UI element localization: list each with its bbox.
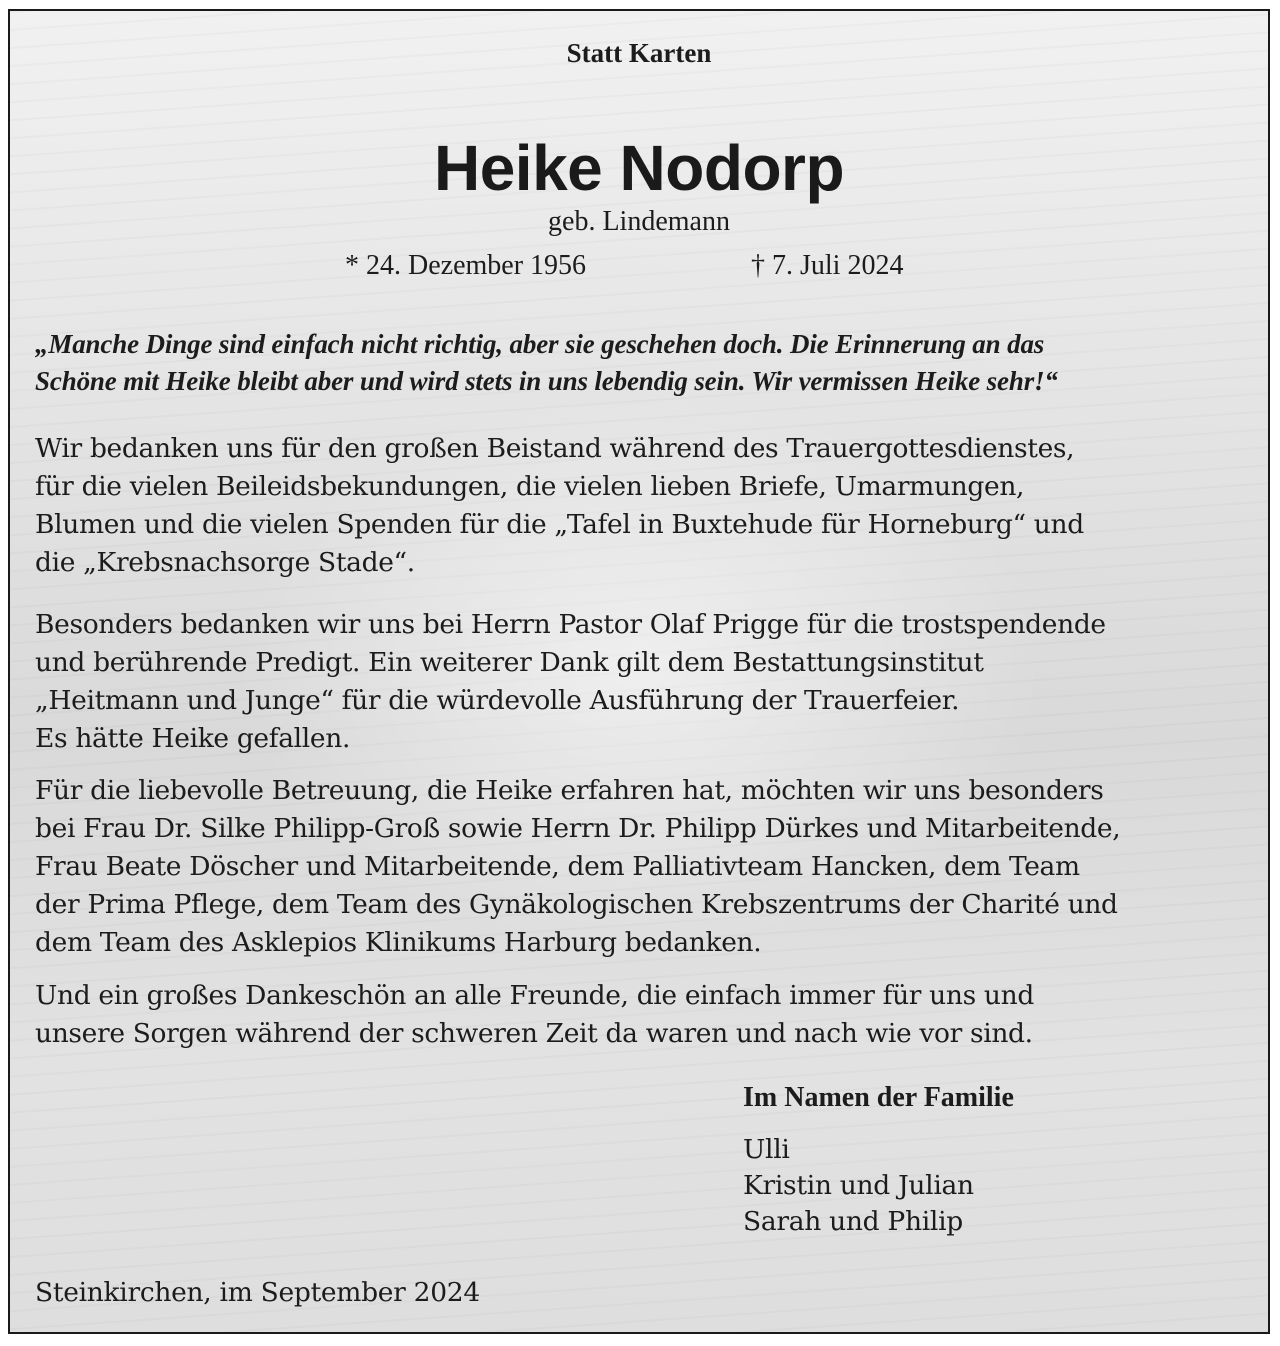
paragraph-line: und berührende Predigt. Ein weiterer Dank gilt dem Bestattungsinstitut: [35, 647, 984, 678]
paragraph-line: Und ein großes Dankeschön an alle Freunde, die einfach immer für uns und: [35, 980, 1034, 1011]
family-name: Ulli: [743, 1134, 790, 1165]
paragraph-line: Blumen und die vielen Spenden für die „Tafel in Buxtehude für Horneburg“ und: [35, 509, 1084, 540]
signature-heading: Im Namen der Familie: [743, 1082, 1014, 1113]
paragraph-line: Wir bedanken uns für den großen Beistand während des Trauergottesdienstes,: [35, 433, 1075, 464]
death-date: † 7. Juli 2024: [751, 250, 904, 281]
place-date: Steinkirchen, im September 2024: [35, 1277, 480, 1308]
paragraph-line: Für die liebevolle Betreuung, die Heike erfahren hat, möchten wir uns besonders: [35, 775, 1104, 806]
thanks-paragraph-friends: [35, 977, 1260, 1053]
memorial-quote: [35, 326, 1255, 400]
family-name: Kristin und Julian: [743, 1170, 974, 1201]
deceased-name: Heike Nodorp: [433, 132, 845, 204]
paragraph-line: der Prima Pflege, dem Team des Gynäkologischen Krebszentrums der Charité und: [35, 889, 1118, 920]
family-names: [743, 1132, 974, 1240]
header-label: Statt Karten: [566, 38, 712, 68]
maiden-name: geb. Lindemann: [548, 206, 730, 237]
obituary-notice: [8, 9, 1270, 1334]
paragraph-line: Besonders bedanken wir uns bei Herrn Pastor Olaf Prigge für die trostspendende: [35, 609, 1106, 640]
paragraph-line: die „Krebsnachsorge Stade“.: [35, 547, 415, 578]
family-name: Sarah und Philip: [743, 1206, 963, 1237]
quote-line: „Manche Dinge sind einfach nicht richtig, aber sie geschehen doch. Die Erinnerung an das: [35, 329, 1045, 359]
birth-date: * 24. Dezember 1956: [345, 250, 587, 281]
paragraph-line: „Heitmann und Junge“ für die würdevolle Ausführung der Trauerfeier.: [35, 685, 960, 716]
thanks-paragraph-care: [35, 772, 1260, 962]
paragraph-line: für die vielen Beileidsbekundungen, die vielen lieben Briefe, Umarmungen,: [35, 471, 1025, 502]
paragraph-line: unsere Sorgen während der schweren Zeit da waren und nach wie vor sind.: [35, 1018, 1033, 1049]
thanks-paragraph-service: [35, 430, 1260, 582]
paragraph-line: Frau Beate Döscher und Mitarbeitende, dem Palliativteam Hancken, dem Team: [35, 851, 1080, 882]
quote-line: Schöne mit Heike bleibt aber und wird stets in uns lebendig sein. Wir vermissen Heike sehr!“: [35, 366, 1058, 396]
thanks-paragraph-pastor: [35, 606, 1260, 758]
paragraph-line: dem Team des Asklepios Klinikums Harburg bedanken.: [35, 927, 762, 958]
paragraph-line: Es hätte Heike gefallen.: [35, 723, 351, 754]
paragraph-line: bei Frau Dr. Silke Philipp-Groß sowie Herrn Dr. Philipp Dürkes und Mitarbeitende,: [35, 813, 1121, 844]
